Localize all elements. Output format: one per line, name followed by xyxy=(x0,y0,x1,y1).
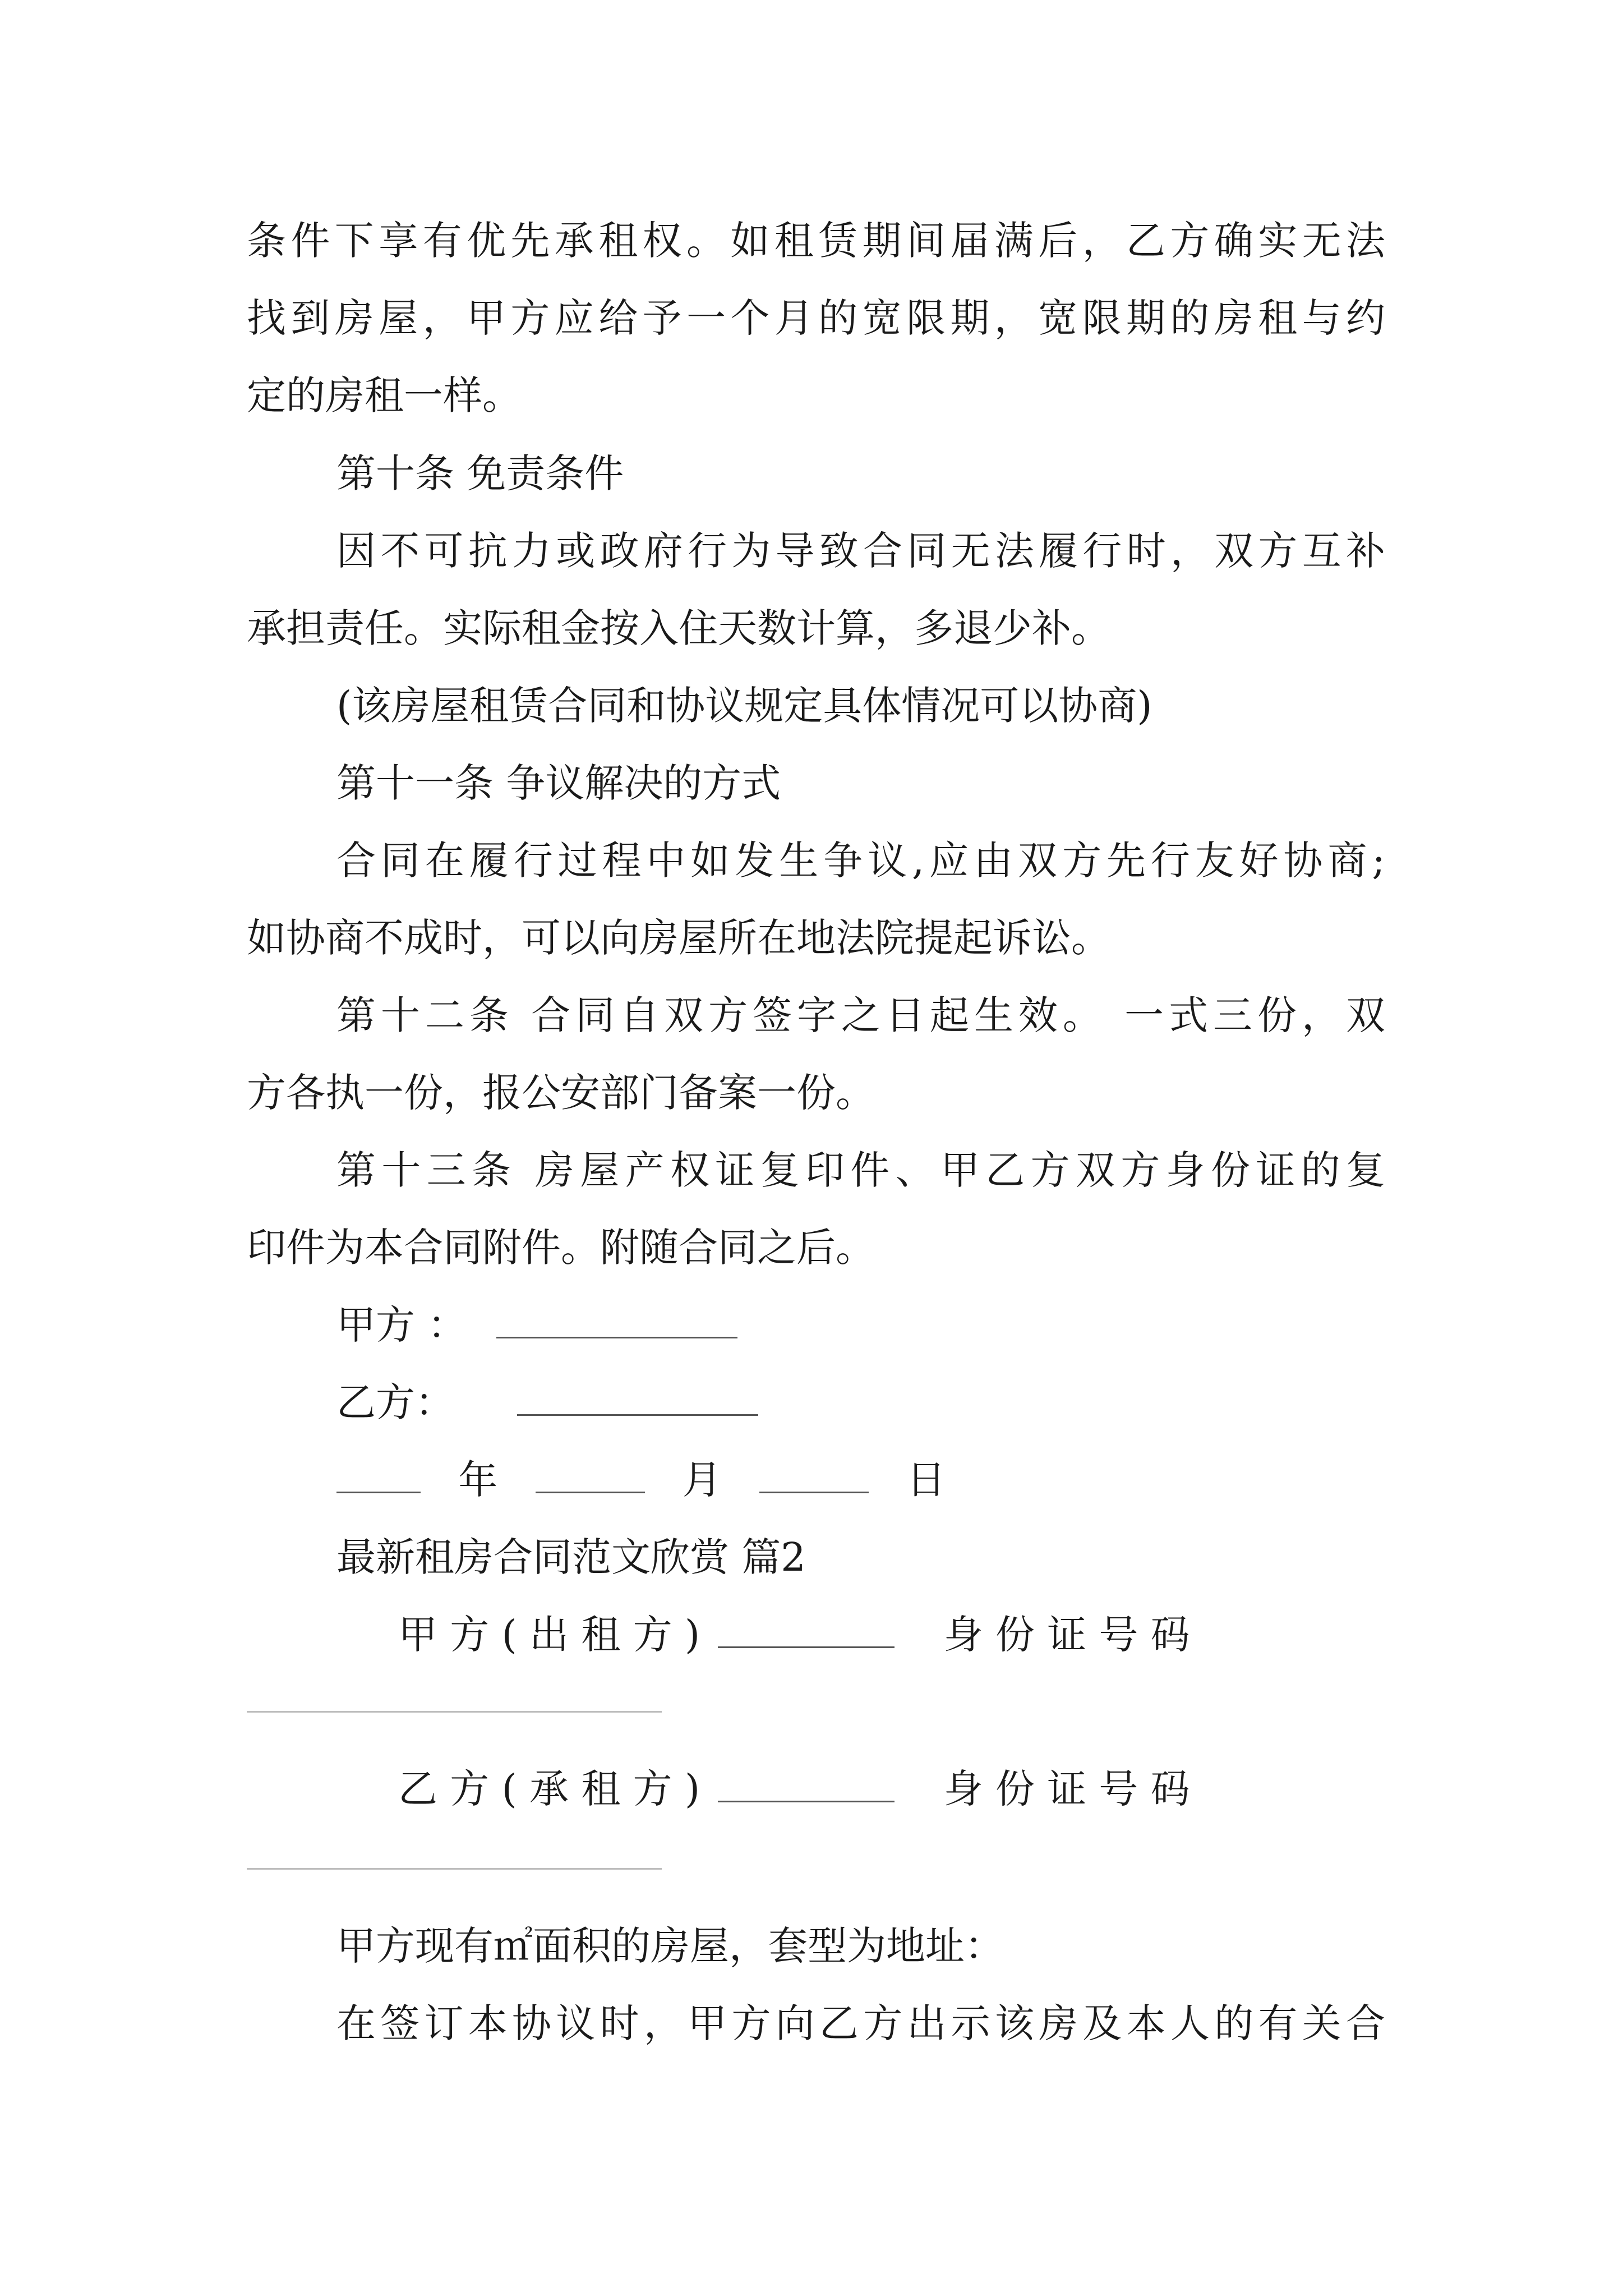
article-11-body xyxy=(247,822,1385,977)
year-blank xyxy=(336,1457,421,1493)
text-line: 条件下享有优先承租权。如租赁期间届满后，乙方确实无法 xyxy=(247,218,1385,264)
text-line: 第十二条 合同自双方签字之日起生效。 一式三份，双 xyxy=(336,992,1385,1038)
text-line: 印件为本合同附件。附随合同之后。 xyxy=(247,1225,875,1271)
party-b-id-underline xyxy=(247,1868,662,1870)
article-10-title: 第十条 免责条件 xyxy=(336,450,624,496)
date-line xyxy=(247,1441,1385,1519)
article-13 xyxy=(247,1131,1385,1286)
text-line: 因不可抗力或政府行为导致合同无法履行时，双方互补 xyxy=(336,528,1385,574)
party-a-line xyxy=(247,1596,1385,1673)
day-blank xyxy=(759,1457,869,1493)
signature-party-a xyxy=(247,1286,1385,1364)
signature-blank xyxy=(496,1302,737,1338)
text-line: 定的房租一样。 xyxy=(247,372,522,418)
text-line: 在签订本协议时，甲方向乙方出示该房及本人的有关合 xyxy=(336,2000,1385,2046)
text-line: 找到房屋，甲方应给予一个月的宽限期，宽限期的房租与约 xyxy=(247,295,1385,341)
party-a-blank xyxy=(718,1612,895,1648)
day-label: 日 xyxy=(906,1457,946,1503)
party-b-line xyxy=(247,1750,1385,1828)
month-label: 月 xyxy=(682,1457,722,1503)
party-a-label: 甲 方 ( 出 租 方 ) xyxy=(398,1612,700,1658)
text-line: 如协商不成时，可以向房屋所在地法院提起诉讼。 xyxy=(247,915,1110,961)
text-line: 合同在履行过程中如发生争议,应由双方先行友好协商; xyxy=(336,838,1385,884)
signature-label: 甲方 ： xyxy=(336,1302,467,1348)
house-description: 甲方现有㎡面积的房屋，套型为地址： xyxy=(336,1923,1004,1969)
party-b-blank xyxy=(718,1766,895,1802)
article-11-title: 第十一条 争议解决的方式 xyxy=(336,760,781,806)
negotiation-note: (该房屋租赁合同和协议规定具体情况可以协商) xyxy=(336,683,1152,729)
party-a-id-underline xyxy=(247,1711,662,1713)
paragraph-grace-period xyxy=(247,202,1385,434)
month-blank xyxy=(536,1457,645,1493)
article-12 xyxy=(247,977,1385,1131)
signature-party-b xyxy=(247,1364,1385,1441)
agreement-line xyxy=(247,1985,1385,2062)
party-a-id-label: 身 份 证 号 码 xyxy=(943,1612,1190,1658)
party-b-label: 乙 方 ( 承 租 方 ) xyxy=(398,1766,700,1812)
text-line: 第十三条 房屋产权证复印件、甲乙方双方身份证的复 xyxy=(336,1147,1385,1193)
text-line: 方各执一份，报公安部门备案一份。 xyxy=(247,1070,875,1116)
article-10-body xyxy=(247,512,1385,667)
year-label: 年 xyxy=(458,1457,498,1503)
signature-blank xyxy=(517,1379,758,1416)
section-title: 最新租房合同范文欣赏 篇2 xyxy=(336,1534,806,1580)
party-b-id-label: 身 份 证 号 码 xyxy=(943,1766,1190,1812)
text-line: 承担责任。实际租金按入住天数计算，多退少补。 xyxy=(247,605,1110,651)
signature-label: 乙方： xyxy=(336,1379,454,1425)
